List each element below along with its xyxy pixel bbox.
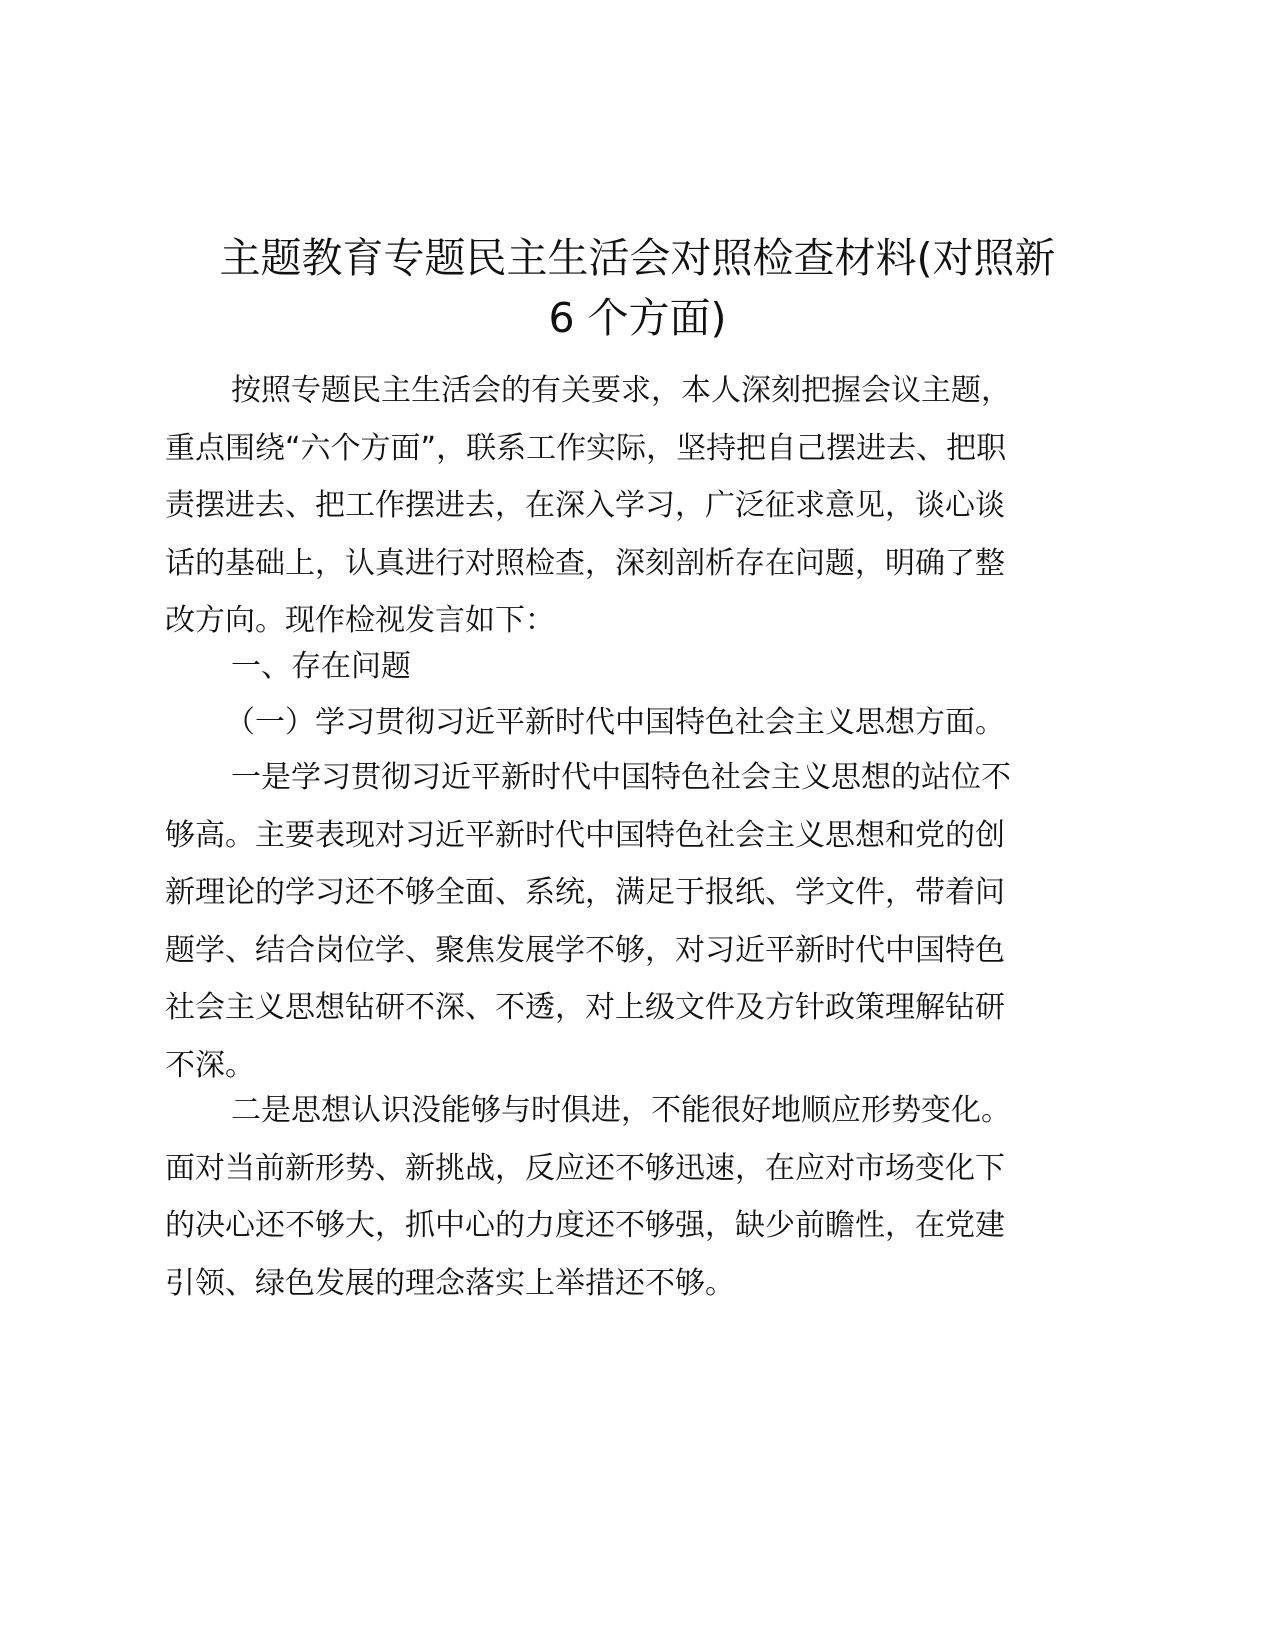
intro-line: 改方向。现作检视发言如下： [165, 603, 555, 638]
intro-line: 按照专题民主生活会的有关要求，本人深刻把握会议主题， [231, 373, 1011, 408]
item-one-line: 够高。主要表现对习近平新时代中国特色社会主义思想和党的创 [165, 817, 1005, 853]
item-one-line: 一是学习贯彻习近平新时代中国特色社会主义思想的站位不 [231, 760, 1011, 795]
title-line-1: 主题教育专题民主生活会对照检查材料(对照新 [219, 234, 1056, 282]
intro-line: 重点围绕“六个方面”，联系工作实际，坚持把自己摆进去、把职 [165, 430, 1007, 466]
document-title [150, 228, 1125, 348]
intro-line: 话的基础上，认真进行对照检查，深刻剖析存在问题，明确了整 [165, 545, 1005, 581]
item-two-paragraph [165, 1082, 1100, 1312]
item-two-line: 二是思想认识没能够与时俱进，不能很好地顺应形势变化。 [231, 1093, 1011, 1128]
item-two-line: 的决心还不够大，抓中心的力度还不够强，缺少前瞻性，在党建 [165, 1208, 1005, 1243]
item-one-line: 社会主义思想钻研不深、不透，对上级文件及方针政策理解钻研 [165, 990, 1005, 1025]
intro-paragraph [165, 362, 1100, 650]
item-one-line: 不深。 [165, 1047, 255, 1083]
item-one-line: 题学、结合岗位学、聚焦发展学不够，对习近平新时代中国特色 [165, 932, 1005, 968]
title-line-2: 6 个方面) [548, 294, 727, 342]
section-heading-text: 一、存在问题 [231, 649, 411, 684]
item-one-paragraph [165, 749, 1100, 1094]
intro-line: 责摆进去、把工作摆进去，在深入学习，广泛征求意见，谈心谈 [165, 488, 1005, 523]
subsection-heading-text: （一）学习贯彻习近平新时代中国特色社会主义思想方面。 [225, 705, 1005, 740]
item-one-line: 新理论的学习还不够全面、系统，满足于报纸、学文件，带着问 [165, 875, 1005, 910]
section-heading-problems [165, 638, 1100, 696]
item-two-line: 面对当前新形势、新挑战，反应还不够迅速，在应对市场变化下 [165, 1150, 1005, 1186]
subsection-heading-study [165, 694, 1100, 752]
item-two-line: 引领、绿色发展的理念落实上举措还不够。 [165, 1265, 735, 1301]
